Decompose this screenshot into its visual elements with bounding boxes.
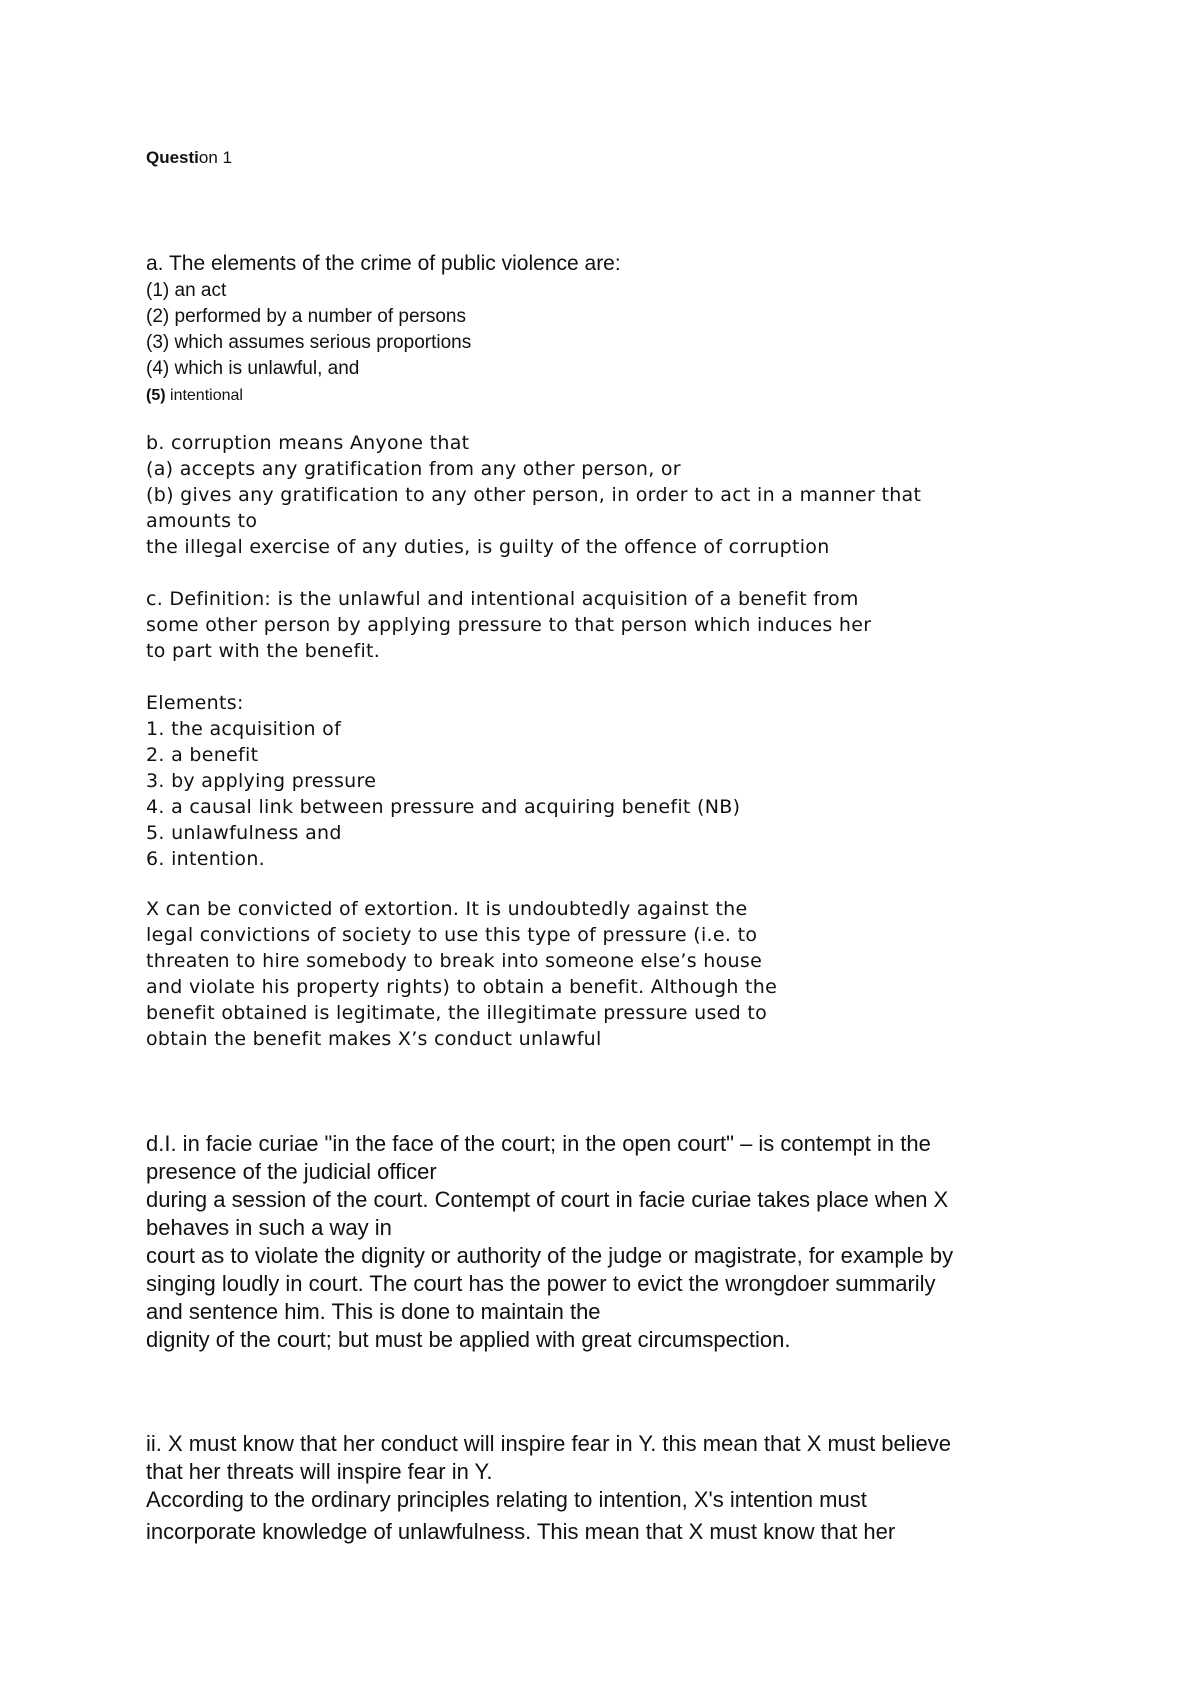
extortion-line: threaten to hire somebody to break into someone else’s house [146,950,763,972]
section-ii-line: ii. X must know that her conduct will inspire fear in Y. this mean that X must believe [146,1431,952,1456]
section-d-line: dignity of the court; but must be applied with great circumspection. [146,1327,791,1352]
section-a-heading: a. The elements of the crime of public violence are: [146,252,621,275]
section-d-line: d.I. in facie curiae "in the face of the court; in the open court" – is contempt in the [146,1131,931,1156]
section-a [146,250,1076,409]
item-5-text: intentional [165,387,243,404]
section-b-line: (b) gives any gratification to any other person, in order to act in a manner that [146,484,922,506]
section-c [146,586,1076,664]
section-c-line: to part with the benefit. [146,640,381,662]
section-ii-line: According to the ordinary principles relating to intention, X's intention must [146,1487,867,1512]
extortion-line: benefit obtained is legitimate, the illegitimate pressure used to [146,1002,768,1024]
section-a-item-5 [146,382,1076,409]
section-ii-line: incorporate knowledge of unlawfulness. This mean that X must know that her [146,1519,896,1544]
question-title [146,148,1076,168]
section-b [146,430,1076,560]
section-c-line: c. Definition: is the unlawful and intentional acquisition of a benefit from [146,588,859,610]
elements-list [146,690,1076,872]
section-a-item: (2) performed by a number of persons [146,306,466,327]
section-d-line: during a session of the court. Contempt of court in facie curiae takes place when X [146,1187,949,1212]
elements-item: 1. the acquisition of [146,718,342,740]
elements-heading: Elements: [146,692,244,714]
section-b-line: the illegal exercise of any duties, is guilty of the offence of corruption [146,536,830,558]
question-title-rest: on 1 [198,148,232,167]
section-b-line: amounts to [146,510,258,532]
section-ii [146,1430,1076,1550]
section-ii-line: that her threats will inspire fear in Y. [146,1459,493,1484]
item-5-label: (5) [146,387,166,404]
section-extortion [146,896,1076,1052]
section-b-line: (a) accepts any gratification from any other person, or [146,458,681,480]
extortion-line: legal convictions of society to use this type of pressure (i.e. to [146,924,758,946]
section-d-line: singing loudly in court. The court has the power to evict the wrongdoer summarily [146,1271,936,1296]
section-c-line: some other person by applying pressure to that person which induces her [146,614,872,636]
section-b-line: b. corruption means Anyone that [146,432,470,454]
section-a-item: (3) which assumes serious proportions [146,332,472,353]
section-a-item: (1) an act [146,280,227,301]
elements-item: 6. intention. [146,848,266,870]
section-a-item: (4) which is unlawful, and [146,358,360,379]
question-title-bold: Questi [146,148,199,167]
section-d-line: and sentence him. This is done to maintain the [146,1299,601,1324]
elements-item: 4. a causal link between pressure and acquiring benefit (NB) [146,796,741,818]
section-d-line: presence of the judicial officer [146,1159,437,1184]
extortion-line: and violate his property rights) to obtain a benefit. Although the [146,976,778,998]
elements-item: 3. by applying pressure [146,770,377,792]
section-d [146,1130,1076,1354]
section-d-line: court as to violate the dignity or authority of the judge or magistrate, for example by [146,1243,954,1268]
extortion-line: obtain the benefit makes X’s conduct unlawful [146,1028,602,1050]
section-d-line: behaves in such a way in [146,1215,392,1240]
elements-item: 2. a benefit [146,744,259,766]
extortion-line: X can be convicted of extortion. It is undoubtedly against the [146,898,748,920]
elements-item: 5. unlawfulness and [146,822,342,844]
